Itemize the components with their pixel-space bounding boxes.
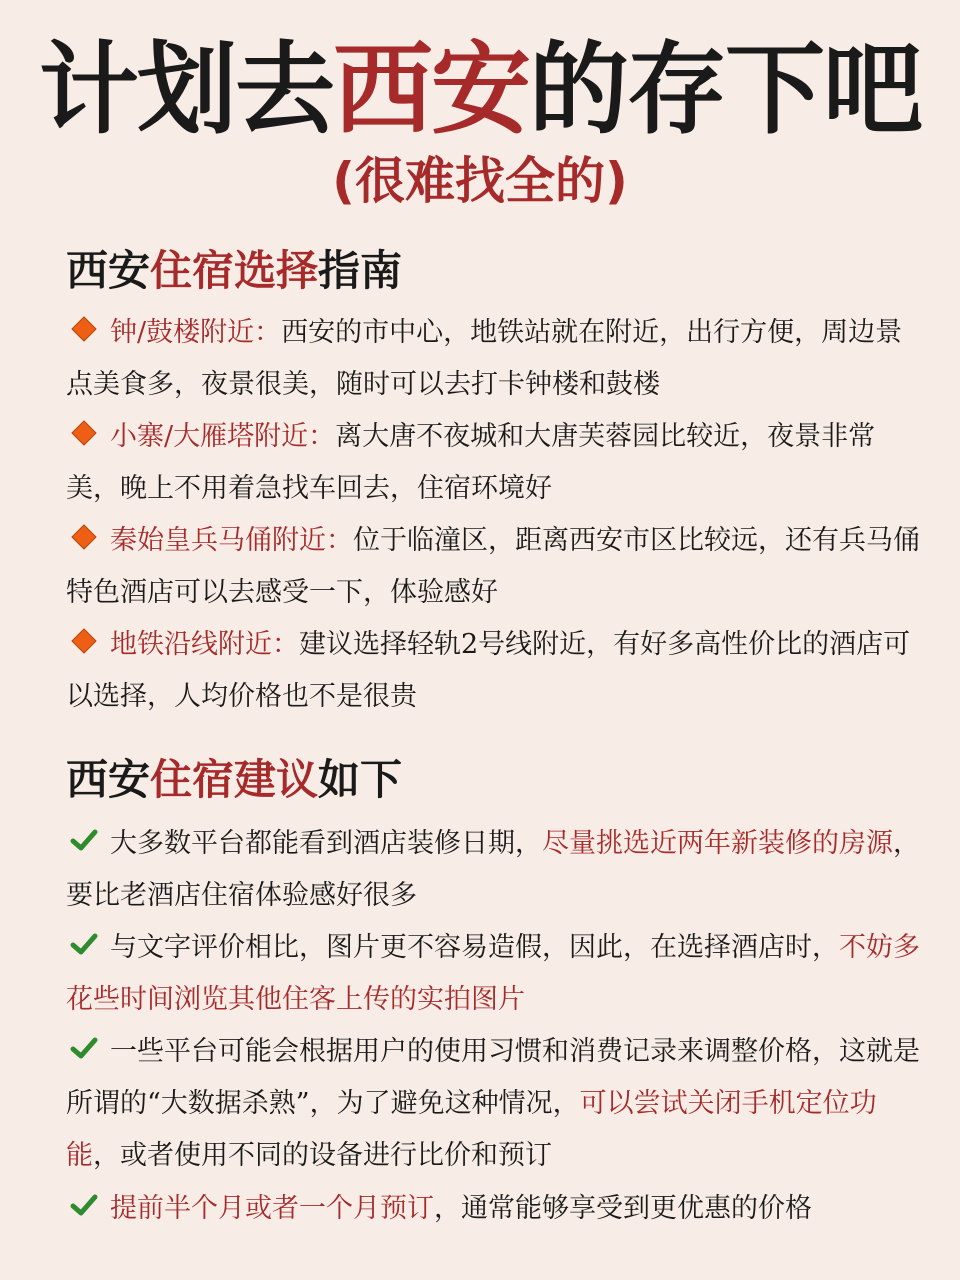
section2-item-1 [66,818,920,922]
item-highlight: 尽量挑选近两年新装修的房源 [542,828,893,859]
green-check-icon [66,826,102,856]
section2-item-3 [66,1026,920,1182]
section1-heading-prefix: 西安 [66,246,151,295]
title-part1: 计划去 [39,31,333,148]
section1-item-3 [66,515,920,619]
item-text: 与文字评价相比，图片更不容易造假，因此，在选择酒店时， [110,932,839,963]
section2-heading-highlight: 住宿建议 [150,755,319,804]
page-subtitle: (很难找全的) [332,152,628,210]
section1-item-2 [66,411,920,515]
section1-heading-highlight: 住宿选择 [150,246,319,295]
orange-diamond-icon [66,523,102,553]
item-text: 一些平台可能会根据用户的使用习惯和消费记录来调整价格，这就是所谓的“大数据杀熟”，为了避免这种情况， [66,1036,920,1119]
item-text: 位于临潼区，距离西安市区比较远，还有兵马俑特色酒店可以去感受一下，体验感好 [66,525,920,608]
section1-heading-suffix: 指南 [318,246,403,295]
section2-item-4 [66,1183,920,1235]
item-text: 建议选择轻轨2号线附近，有好多高性价比的酒店可以选择，人均价格也不是很贵 [66,629,911,712]
section2-item-2 [66,922,920,1026]
item-label: 地铁沿线附近： [110,629,299,660]
item-text-tail: ，或者使用不同的设备进行比价和预订 [93,1140,552,1171]
item-highlight: 可以尝试关闭手机定位功能 [66,1088,877,1171]
item-highlight: 不妨多花些时间浏览其他住客上传的实拍图片 [66,932,920,1015]
section2-heading-suffix: 如下 [318,755,403,804]
section2-heading [66,752,402,808]
item-text: 离大唐不夜城和大唐芙蓉园比较近，夜景非常美，晚上不用着急找车回去，住宿环境好 [66,421,876,504]
item-text-tail: ，要比老酒店住宿体验感好很多 [66,828,920,911]
item-label: 秦始皇兵马俑附近： [110,525,353,556]
green-check-icon [66,930,102,960]
orange-diamond-icon [66,315,102,345]
section1-item-4 [66,619,920,723]
item-label: 钟/鼓楼附近： [110,317,282,348]
item-label: 小寨/大雁塔附近： [110,421,336,452]
page-title [0,30,960,150]
item-text: 大多数平台都能看到酒店装修日期， [110,828,542,859]
section2-heading-prefix: 西安 [66,755,151,804]
title-highlight: 西安 [333,31,529,148]
title-part2: 的存下吧 [529,31,921,148]
orange-diamond-icon [66,627,102,657]
green-check-icon [66,1034,102,1064]
item-text: 西安的市中心，地铁站就在附近，出行方便，周边景点美食多，夜景很美，随时可以去打卡钟楼和鼓楼 [66,317,903,400]
item-highlight: 提前半个月或者一个月预订 [110,1193,434,1224]
orange-diamond-icon [66,419,102,449]
section1-item-1 [66,307,920,411]
section1-heading [66,243,402,299]
green-check-icon [66,1191,102,1221]
item-text-tail: ，通常能够享受到更优惠的价格 [434,1193,812,1224]
